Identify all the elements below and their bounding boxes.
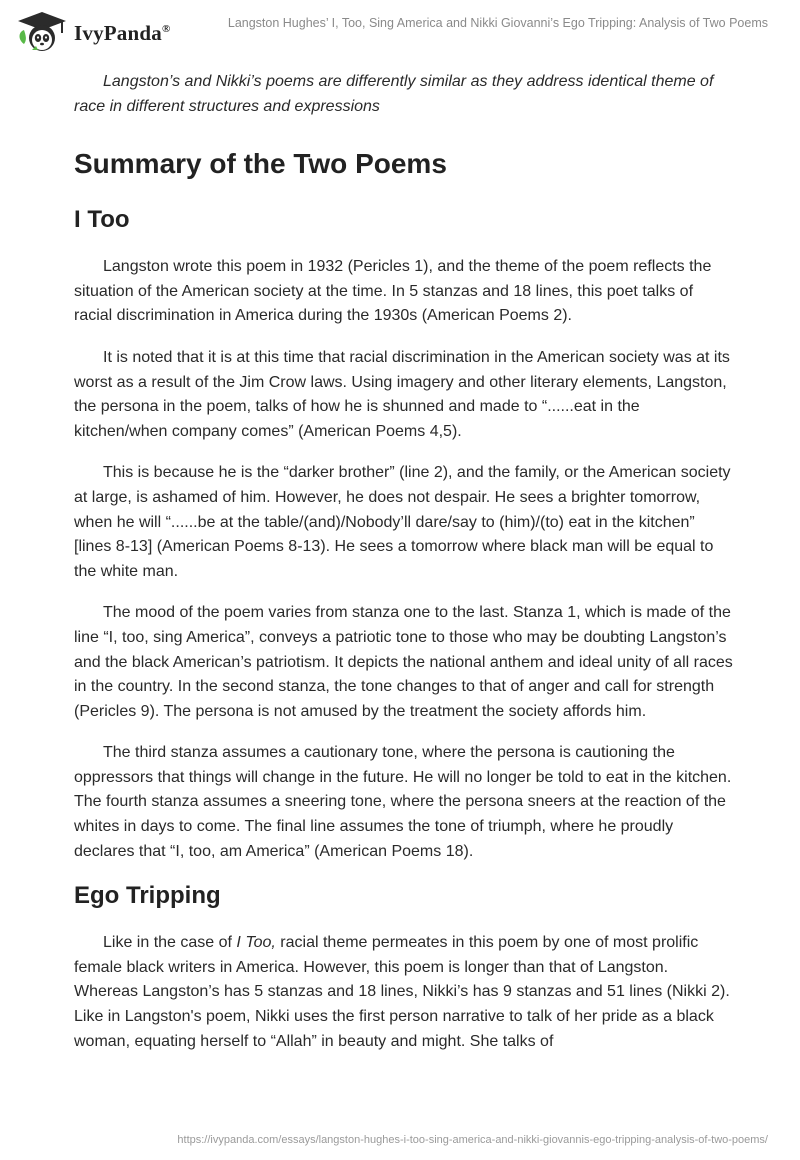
paragraph: This is because he is the “darker brother” (line 2), and the family, or the American society at large, is ashamed of him. However, he does not despair. He sees a brighter tomorrow, when he will “......be at the table/(and)/Nobody’ll dare/say to (him)/(to) eat in the kitchen” [lines 8-13] (American Poems 8-13). He sees a tomorrow where black man will be equal to the white man. [74,464,731,580]
paragraph: The third stanza assumes a cautionary tone, where the persona is cautioning the oppressors that things will change in the future. He will no longer be told to eat in the kitchen. The fourth stanza assumes a sneering tone, where the persona sneers at the reaction of the whites in days to come. The final line assumes the tone of triumph, where he proudly declares that “I, too, am America” (American Poems 18). [74,744,732,860]
paragraph: Like in the case of I Too, racial theme permeates in this poem by one of most prolific female black writers in America. However, this poem is longer than that of Langston. Whereas Langston’s has 5 stanzas and 18 lines, Nikki’s has 9 stanzas and 51 lines (Nikki 2). Like in Langston's poem, Nikki uses the first person narrative to talk of her pride as a black woman, equating herself to “Allah” in beauty and might. She talks of [74,934,730,1050]
brand-name: IvyPanda® [74,20,171,45]
document-title: Langston Hughes’ I, Too, Sing America and Nikki Giovanni’s Ego Tripping: Analysis of Two Poems [227,16,768,30]
source-url[interactable]: https://ivypanda.com/essays/langston-hughes-i-too-sing-america-and-nikki-giovannis-ego-tripping-analysis-of-two-poems/ [177,1134,768,1146]
article-body [74,70,734,1071]
lead-paragraph: Langston’s and Nikki’s poems are differently similar as they address identical theme of race in different structures and expressions [74,73,714,115]
paragraph: The mood of the poem varies from stanza one to the last. Stanza 1, which is made of the line “I, too, sing America”, conveys a patriotic tone to those who may be doubting Langston’s and the black American’s patriotism. It depicts the national anthem and ideal unity of all races in the country. In the second stanza, the tone changes to that of anger and call for strength (Pericles 9). The persona is not amused by the treatment the society affords him. [74,604,733,720]
ivypanda-logo[interactable] [14,10,170,54]
section-heading-ego-tripping: Ego Tripping [74,882,221,910]
section-heading-i-too: I Too [74,206,130,234]
poem-title-italic: I Too, [236,934,276,952]
page-header [0,0,800,62]
paragraph: Langston wrote this poem in 1932 (Pericles 1), and the theme of the poem reflects the situation of the American society at the time. In 5 stanzas and 18 lines, this poet talks of racial discrimination in America during the 1930s (American Poems 2). [74,258,712,325]
paragraph: It is noted that it is at this time that racial discrimination in the American society was at its worst as a result of the Jim Crow laws. Using imagery and other literary elements, Langston, the persona in the poem, talks of how he is shunned and made to “......eat in the kitchen/when company comes” (American Poems 4,5). [74,348,730,440]
summary-heading: Summary of the Two Poems [74,148,447,180]
panda-graduate-icon [14,10,70,54]
